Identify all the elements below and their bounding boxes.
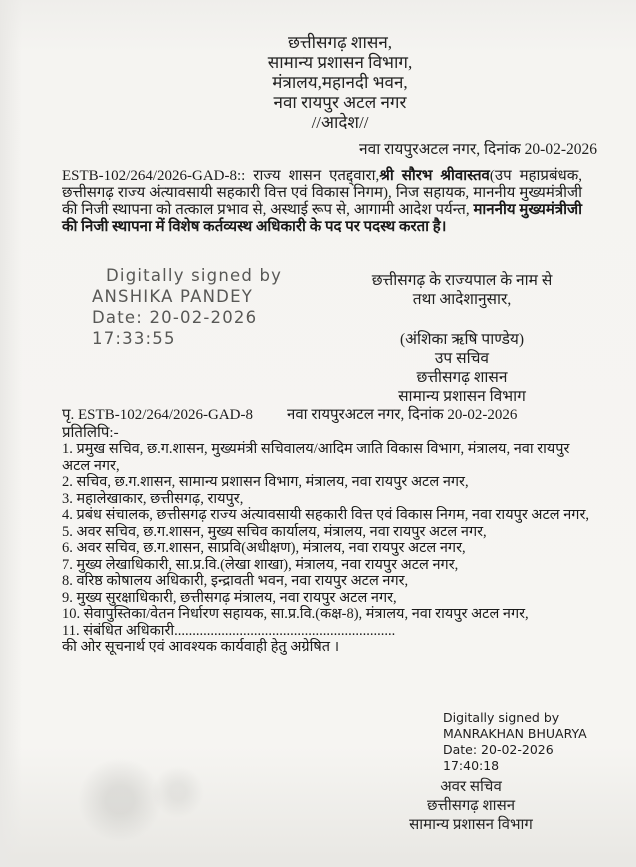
stamp1-signed-by: Digitally signed by <box>106 266 283 285</box>
copy-item-11: 11. संबंधित अधिकारी............................................................. <box>62 622 396 639</box>
bottom-signatory-dept: सामान्य प्रशासन विभाग <box>409 817 533 833</box>
letterhead <box>22 33 636 133</box>
copy-item-3: 3. महालेखाकार, छत्तीसगढ़, रायपुर, <box>62 490 244 507</box>
bottom-signatory-post: अवर सचिव <box>440 779 502 795</box>
officer-name: श्री सौरभ श्रीवास्तव <box>379 168 490 184</box>
endorsement-place-date: नवा रायपुरअटल नगर, दिनांक 20-02-2026 <box>287 407 518 423</box>
endorsement-ref: पृ. ESTB-102/264/2026-GAD-8 <box>62 407 254 423</box>
authority-governor-line: छत्तीसगढ़ के राज्यपाल के नाम से <box>371 272 553 289</box>
copy-to-list <box>62 441 590 656</box>
signatory-post: उप सचिव <box>434 350 490 367</box>
copy-item-4: 4. प्रबंध संचालक, छत्तीसगढ़ राज्य अंत्यावसायी सहकारी वित्त एवं विकास निगम, नवा रायपुर अटल नगर, <box>62 507 589 523</box>
stamp2-time: 17:40:18 <box>443 758 500 773</box>
stamp2-signed-by: Digitally signed by <box>443 710 560 725</box>
bottom-signatory-govt: छत्तीसगढ़ शासन <box>426 798 516 814</box>
copy-item-6: 6. अवर सचिव, छ.ग.शासन, साप्रवि(अधीक्षण), मंत्रालय, नवा रायपुर अटल नगर, <box>62 540 466 556</box>
place-date-line: नवा रायपुरअटल नगर, दिनांक 20-02-2026 <box>358 141 597 158</box>
stamp1-signer-name: ANSHIKA PANDEY <box>92 287 253 306</box>
order-posting-clause: माननीय मुख्यमंत्रीजी की निजी स्थापना में विशेष कर्तव्यस्थ अधिकारी के पद पर पदस्थ करता है। <box>62 202 583 235</box>
copy-item-7: 7. मुख्य लेखाधिकारी, सा.प्र.वि.(लेखा शाखा), मंत्रालय, नवा रायपुर अटल नगर, <box>62 556 459 573</box>
order-title: //आदेश// <box>311 113 369 132</box>
stamp1-date: Date: 20-02-2026 <box>92 308 258 327</box>
stamp1-time: 17:33:55 <box>92 329 176 348</box>
authority-order-line: तथा आदेशानुसार, <box>412 291 512 308</box>
order-paragraph <box>62 168 582 236</box>
endorsement-line <box>62 404 588 424</box>
signatory-govt: छत्तीसगढ़ शासन <box>416 369 508 386</box>
letterhead-dept-line: सामान्य प्रशासन विभाग, <box>267 53 413 72</box>
copy-item-1: 1. प्रमुख सचिव, छ.ग.शासन, मुख्यमंत्री सचिवालय/आदिम जाति विकास विभाग, मंत्रालय, नवा रायपुर अटल नगर, <box>62 441 570 474</box>
copy-item-2: 2. सचिव, छ.ग.शासन, सामान्य प्रशासन विभाग, मंत्रालय, नवा रायपुर अटल नगर, <box>62 474 469 490</box>
digital-signature-stamp-anshika <box>92 265 282 349</box>
digital-signature-stamp-manrakhan <box>443 710 587 774</box>
copy-item-9: 9. मुख्य सुरक्षाधिकारी, छत्तीसगढ़ मंत्रालय, नवा रायपुर अटल नगर, <box>62 589 397 606</box>
stamp2-signer-name: MANRAKHAN BHUARYA <box>443 726 587 741</box>
copy-closing-line: की ओर सूचनार्थ एवं आवश्यक कार्यवाही हेतु अग्रेषित । <box>62 639 340 655</box>
letterhead-govt-line: छत्तीसगढ़ शासन, <box>287 33 393 52</box>
signatory-name: (अंशिका ऋषि पाण्डेय) <box>399 331 525 348</box>
copy-item-8: 8. वरिष्ठ कोषालय अधिकारी, इन्द्रावती भवन, नवा रायपुर अटल नगर, <box>62 573 409 589</box>
copy-item-5: 5. अवर सचिव, छ.ग.शासन, मुख्य सचिव कार्यालय, मंत्रालय, नवा रायपुर अटल नगर, <box>62 523 487 540</box>
bottom-signatory-block <box>376 778 566 835</box>
authority-spacer <box>333 309 591 330</box>
copy-to-label: प्रतिलिपि:- <box>62 425 119 441</box>
order-ref-and-opening: ESTB-102/264/2026-GAD-8:: राज्य शासन एतद्द्वारा, <box>62 168 380 184</box>
letterhead-city-line: नवा रायपुर अटल नगर <box>273 93 407 112</box>
copy-item-10: 10. सेवापुस्तिका/वेतन निर्धारण सहायक, सा.प्र.वि.(कक्ष-8), मंत्रालय, नवा रायपुर अटल नगर, <box>62 606 529 622</box>
order-body-text: (उप महाप्रबंधक, छत्तीसगढ़ राज्य अंत्यावसायी सहकारी वित्त एवं विकास निगम), निज सहायक, माननीय मुख्यमंत्रीजी की निजी स्थापना को तत्काल प्रभाव से, अस्थाई रूप से, आगामी आदेश पर्यन्त, <box>62 168 583 218</box>
letterhead-building-line: मंत्रालय,महानदी भवन, <box>272 73 408 92</box>
authority-block <box>333 271 591 406</box>
stamp2-date: Date: 20-02-2026 <box>443 742 554 757</box>
signatory-dept: सामान्य प्रशासन विभाग <box>398 388 526 405</box>
